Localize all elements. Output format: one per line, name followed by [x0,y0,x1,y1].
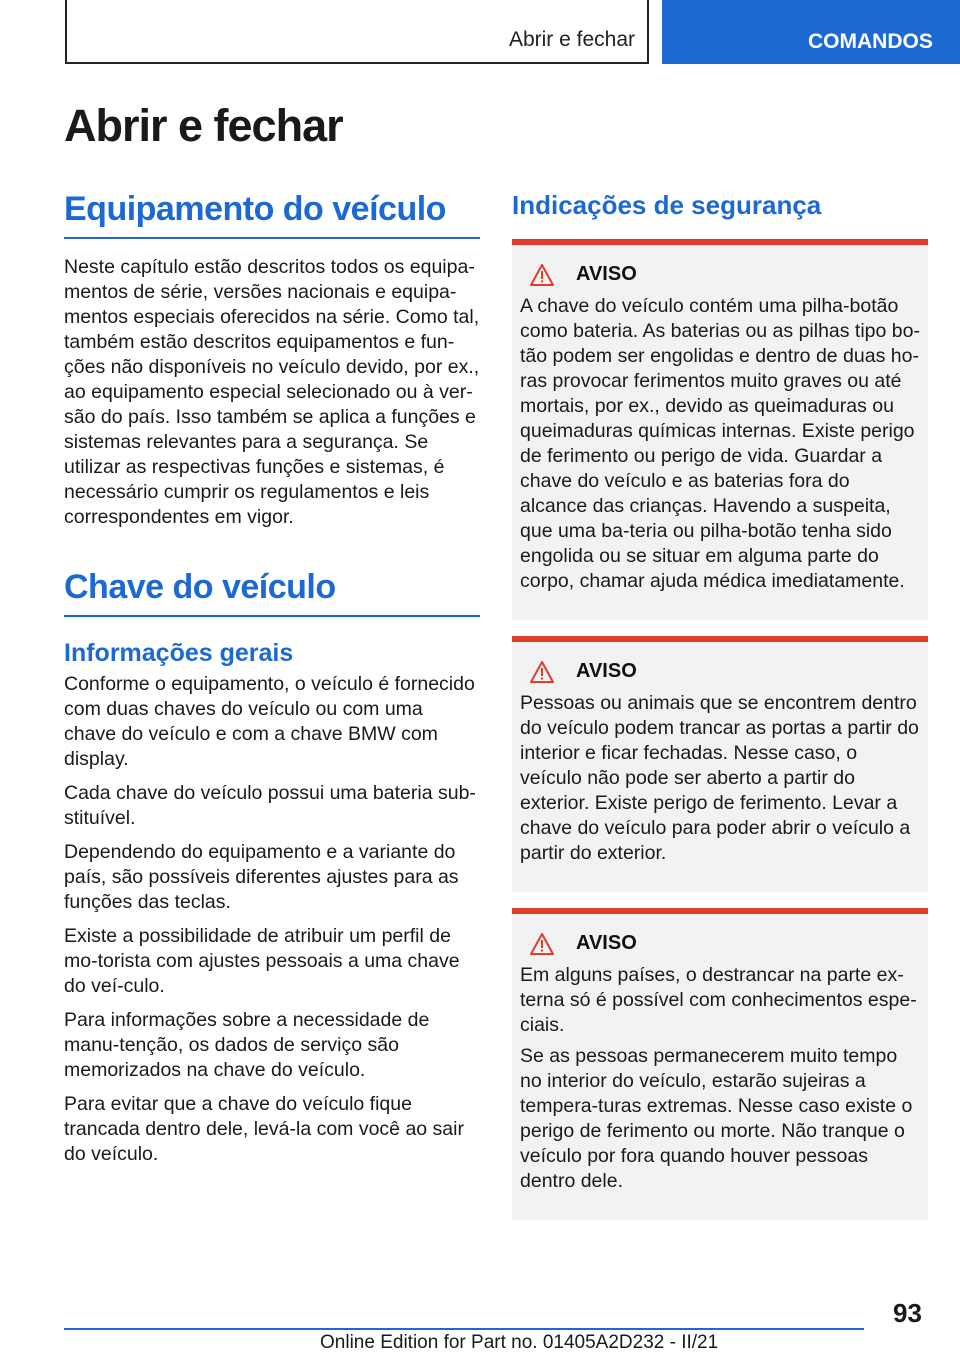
warning-box [512,636,928,892]
section-heading-safety: Indicações de segurança [512,190,822,220]
warning-box [512,908,928,1220]
warning-text: Pessoas ou animais que se encontrem dentro do veículo podem trancar as portas a partir do interior e ficar fechadas. Nesse caso, o veículo não pode ser aberto a partir do exterior. Existe perigo de ferimento. Levar a chave do veículo para poder abrir o veículo a partir do exterior. [520,692,919,864]
chapter-tab[interactable]: COMANDOS [662,0,960,64]
page-number: 93 [893,1298,922,1328]
warning-box [512,239,928,620]
warning-header [520,660,920,683]
subheading-general-info: Informações gerais [64,639,294,667]
warning-text: Em alguns países, o destrancar na parte ex-terna só é possível com conhecimentos espe-ciais. [520,964,917,1036]
footer-rule [64,1328,864,1330]
section-heading-equipment: Equipamento do veículo [64,190,480,239]
warning-triangle-icon [530,933,554,955]
equipment-paragraph: Neste capítulo estão descritos todos os equipa-mentos de série, versões nacionais e equipa-mentos especiais oferecidos na série. Como tal, também estão descritos equipamentos e fun-ções não disponíveis no veículo devido, por ex., ao equipamento especial selecionado ou à ver-são do país. Isso também se aplica a funções e sistemas relevantes para a segurança. Se utilizar as respectivas funções e sistemas, é necessário cumprir os regulamentos e leis correspondentes em vigor. [64,256,480,528]
footer-edition: Online Edition for Part no. 01405A2D232 - II/21 [320,1332,719,1353]
key-paragraph: Para evitar que a chave do veículo fique trancada dentro dele, levá-la com você ao sair do veículo. [64,1093,464,1165]
running-header [65,0,649,64]
warning-label: AVISO [576,263,637,285]
page-title: Abrir e fechar [64,100,343,151]
warning-triangle-icon [530,661,554,683]
key-paragraph: Para informações sobre a necessidade de manu-tenção, os dados de serviço são memorizados na chave do veículo. [64,1009,430,1081]
section-heading-key: Chave do veículo [64,568,480,617]
key-paragraph: Cada chave do veículo possui uma bateria sub-stituível. [64,782,476,829]
key-paragraph: Dependendo do equipamento e a variante do país, são possíveis diferentes ajustes para as funções das teclas. [64,841,459,913]
warning-label: AVISO [576,932,637,954]
key-paragraph: Conforme o equipamento, o veículo é fornecido com duas chaves do veículo ou com uma chave do veículo e com a chave BMW com display. [64,673,475,770]
running-header-title: Abrir e fechar [508,28,635,51]
warning-triangle-icon [530,264,554,286]
warning-header [520,263,920,286]
warning-label: AVISO [576,660,637,682]
right-column [512,190,928,1236]
left-column [64,190,480,1176]
warning-text: Se as pessoas permanecerem muito tempo no interior do veículo, estarão sujeiras a tempera-turas extremas. Nesse caso existe o perigo de ferimento ou morte. Não tranque o veículo por fora quando houver pessoas dentro dele. [520,1045,913,1192]
warning-text: A chave do veículo contém uma pilha-botão como bateria. As baterias ou as pilhas tipo bo-tão podem ser engolidas e dentro de duas ho-ras provocar ferimentos muito graves ou até mortais, por ex., devido as queimaduras ou queimaduras químicas internas. Existe perigo de ferimento ou perigo de vida. Guardar a chave do veículo e as baterias fora do alcance das crianças. Havendo a suspeita, que uma ba-teria ou pilha-botão tenha sido engolida ou se situar em alguma parte do corpo, chamar ajuda médica imediatamente. [520,295,920,592]
key-paragraph: Existe a possibilidade de atribuir um perfil de mo-torista com ajustes pessoais a uma chave do veí-culo. [64,925,460,997]
warning-header [520,932,920,955]
